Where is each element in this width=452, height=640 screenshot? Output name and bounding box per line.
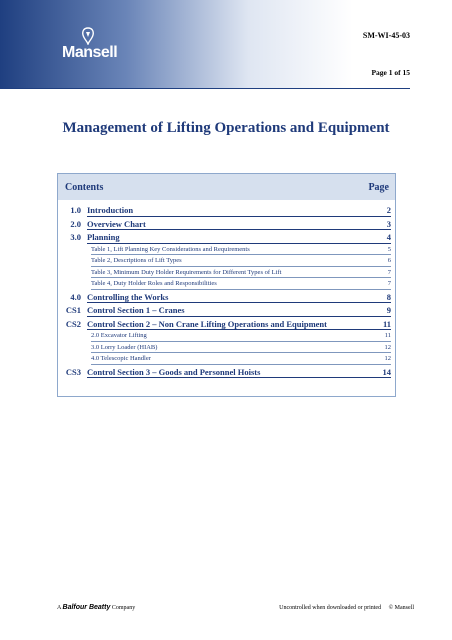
footer-company	[57, 604, 135, 611]
entry-page: 11	[384, 332, 391, 339]
logo-wordmark: Mansell	[62, 44, 118, 61]
contents-entry[interactable]	[58, 317, 395, 331]
entry-page: 7	[387, 268, 391, 276]
document-title: Management of Lifting Operations and Equipment	[62, 120, 390, 136]
mansell-emblem-icon	[80, 27, 96, 45]
contents-entry[interactable]	[58, 303, 395, 317]
entry-title: 3.0 Lorry Loader (HIAB)	[91, 343, 158, 351]
contents-subentry[interactable]	[58, 353, 395, 365]
entry-number: CS3	[65, 366, 81, 377]
entry-title: 2.0 Excavator Lifting	[91, 332, 147, 339]
footer-article: A	[57, 605, 62, 611]
entry-title: Table 4, Duty Holder Roles and Responsibilities	[91, 280, 217, 287]
page-column-heading: Page	[368, 182, 389, 193]
entry-title: 4.0 Telescopic Handler	[91, 355, 151, 362]
footer-notice	[279, 605, 414, 611]
entry-page: 5	[387, 245, 391, 253]
entry-title: Overview Chart	[87, 218, 146, 229]
entry-number: CS2	[65, 318, 81, 329]
contents-subentry[interactable]	[58, 278, 395, 290]
entry-title: Control Section 1 – Cranes	[87, 305, 185, 315]
contents-panel	[57, 173, 396, 397]
uncontrolled-notice: Uncontrolled when downloaded or printed	[279, 605, 382, 611]
contents-subentry[interactable]	[58, 267, 395, 279]
entry-title: Controlling the Works	[87, 291, 169, 302]
entry-page: 7	[387, 280, 391, 287]
entry-number: 3.0	[70, 232, 81, 242]
entry-page: 3	[386, 218, 391, 229]
contents-subentry[interactable]	[58, 342, 395, 354]
entry-title: Planning	[87, 232, 120, 242]
entry-page: 8	[386, 291, 391, 302]
entry-title: Control Section 3 – Goods and Personnel Hoists	[87, 366, 261, 377]
contents-subentry[interactable]	[58, 330, 395, 342]
entry-number: 4.0	[70, 291, 81, 302]
entry-number: 1.0	[70, 205, 81, 215]
contents-entry[interactable]	[58, 365, 395, 379]
contents-entry[interactable]	[58, 217, 395, 231]
entry-title: Control Section 2 – Non Crane Lifting Operations and Equipment	[87, 318, 327, 329]
contents-header	[58, 174, 395, 200]
document-reference: SM-WI-45-03	[362, 31, 410, 40]
entry-page: 11	[382, 318, 391, 329]
entry-page: 12	[384, 343, 391, 351]
entry-title: Table 2, Descriptions of Lift Types	[91, 257, 182, 264]
entry-page: 4	[386, 232, 391, 242]
entry-underline	[87, 377, 391, 378]
page-number: Page 1 of 15	[371, 68, 410, 77]
contents-subentry[interactable]	[58, 244, 395, 256]
entry-page: 6	[387, 257, 391, 264]
entry-title: Introduction	[87, 205, 134, 215]
contents-entry[interactable]	[58, 230, 395, 244]
entry-number: CS1	[65, 305, 81, 315]
header-divider	[0, 88, 410, 89]
footer-company-word: Company	[111, 605, 136, 611]
contents-subentry[interactable]	[58, 255, 395, 267]
entry-title: Table 3, Minimum Duty Holder Requirements for Different Types of Lift	[91, 268, 282, 276]
entry-page: 14	[382, 366, 391, 377]
contents-heading: Contents	[65, 182, 104, 193]
contents-entry[interactable]	[58, 290, 395, 304]
entry-page: 12	[384, 355, 391, 362]
entry-number: 2.0	[70, 218, 81, 229]
balfour-beatty-logo: Balfour Beatty	[62, 604, 111, 611]
contents-entry[interactable]	[58, 203, 395, 217]
entry-title: Table 1, Lift Planning Key Considerations and Requirements	[91, 245, 250, 253]
entry-page: 2	[386, 205, 391, 215]
entry-page: 9	[386, 305, 391, 315]
copyright: © Mansell	[388, 605, 414, 611]
